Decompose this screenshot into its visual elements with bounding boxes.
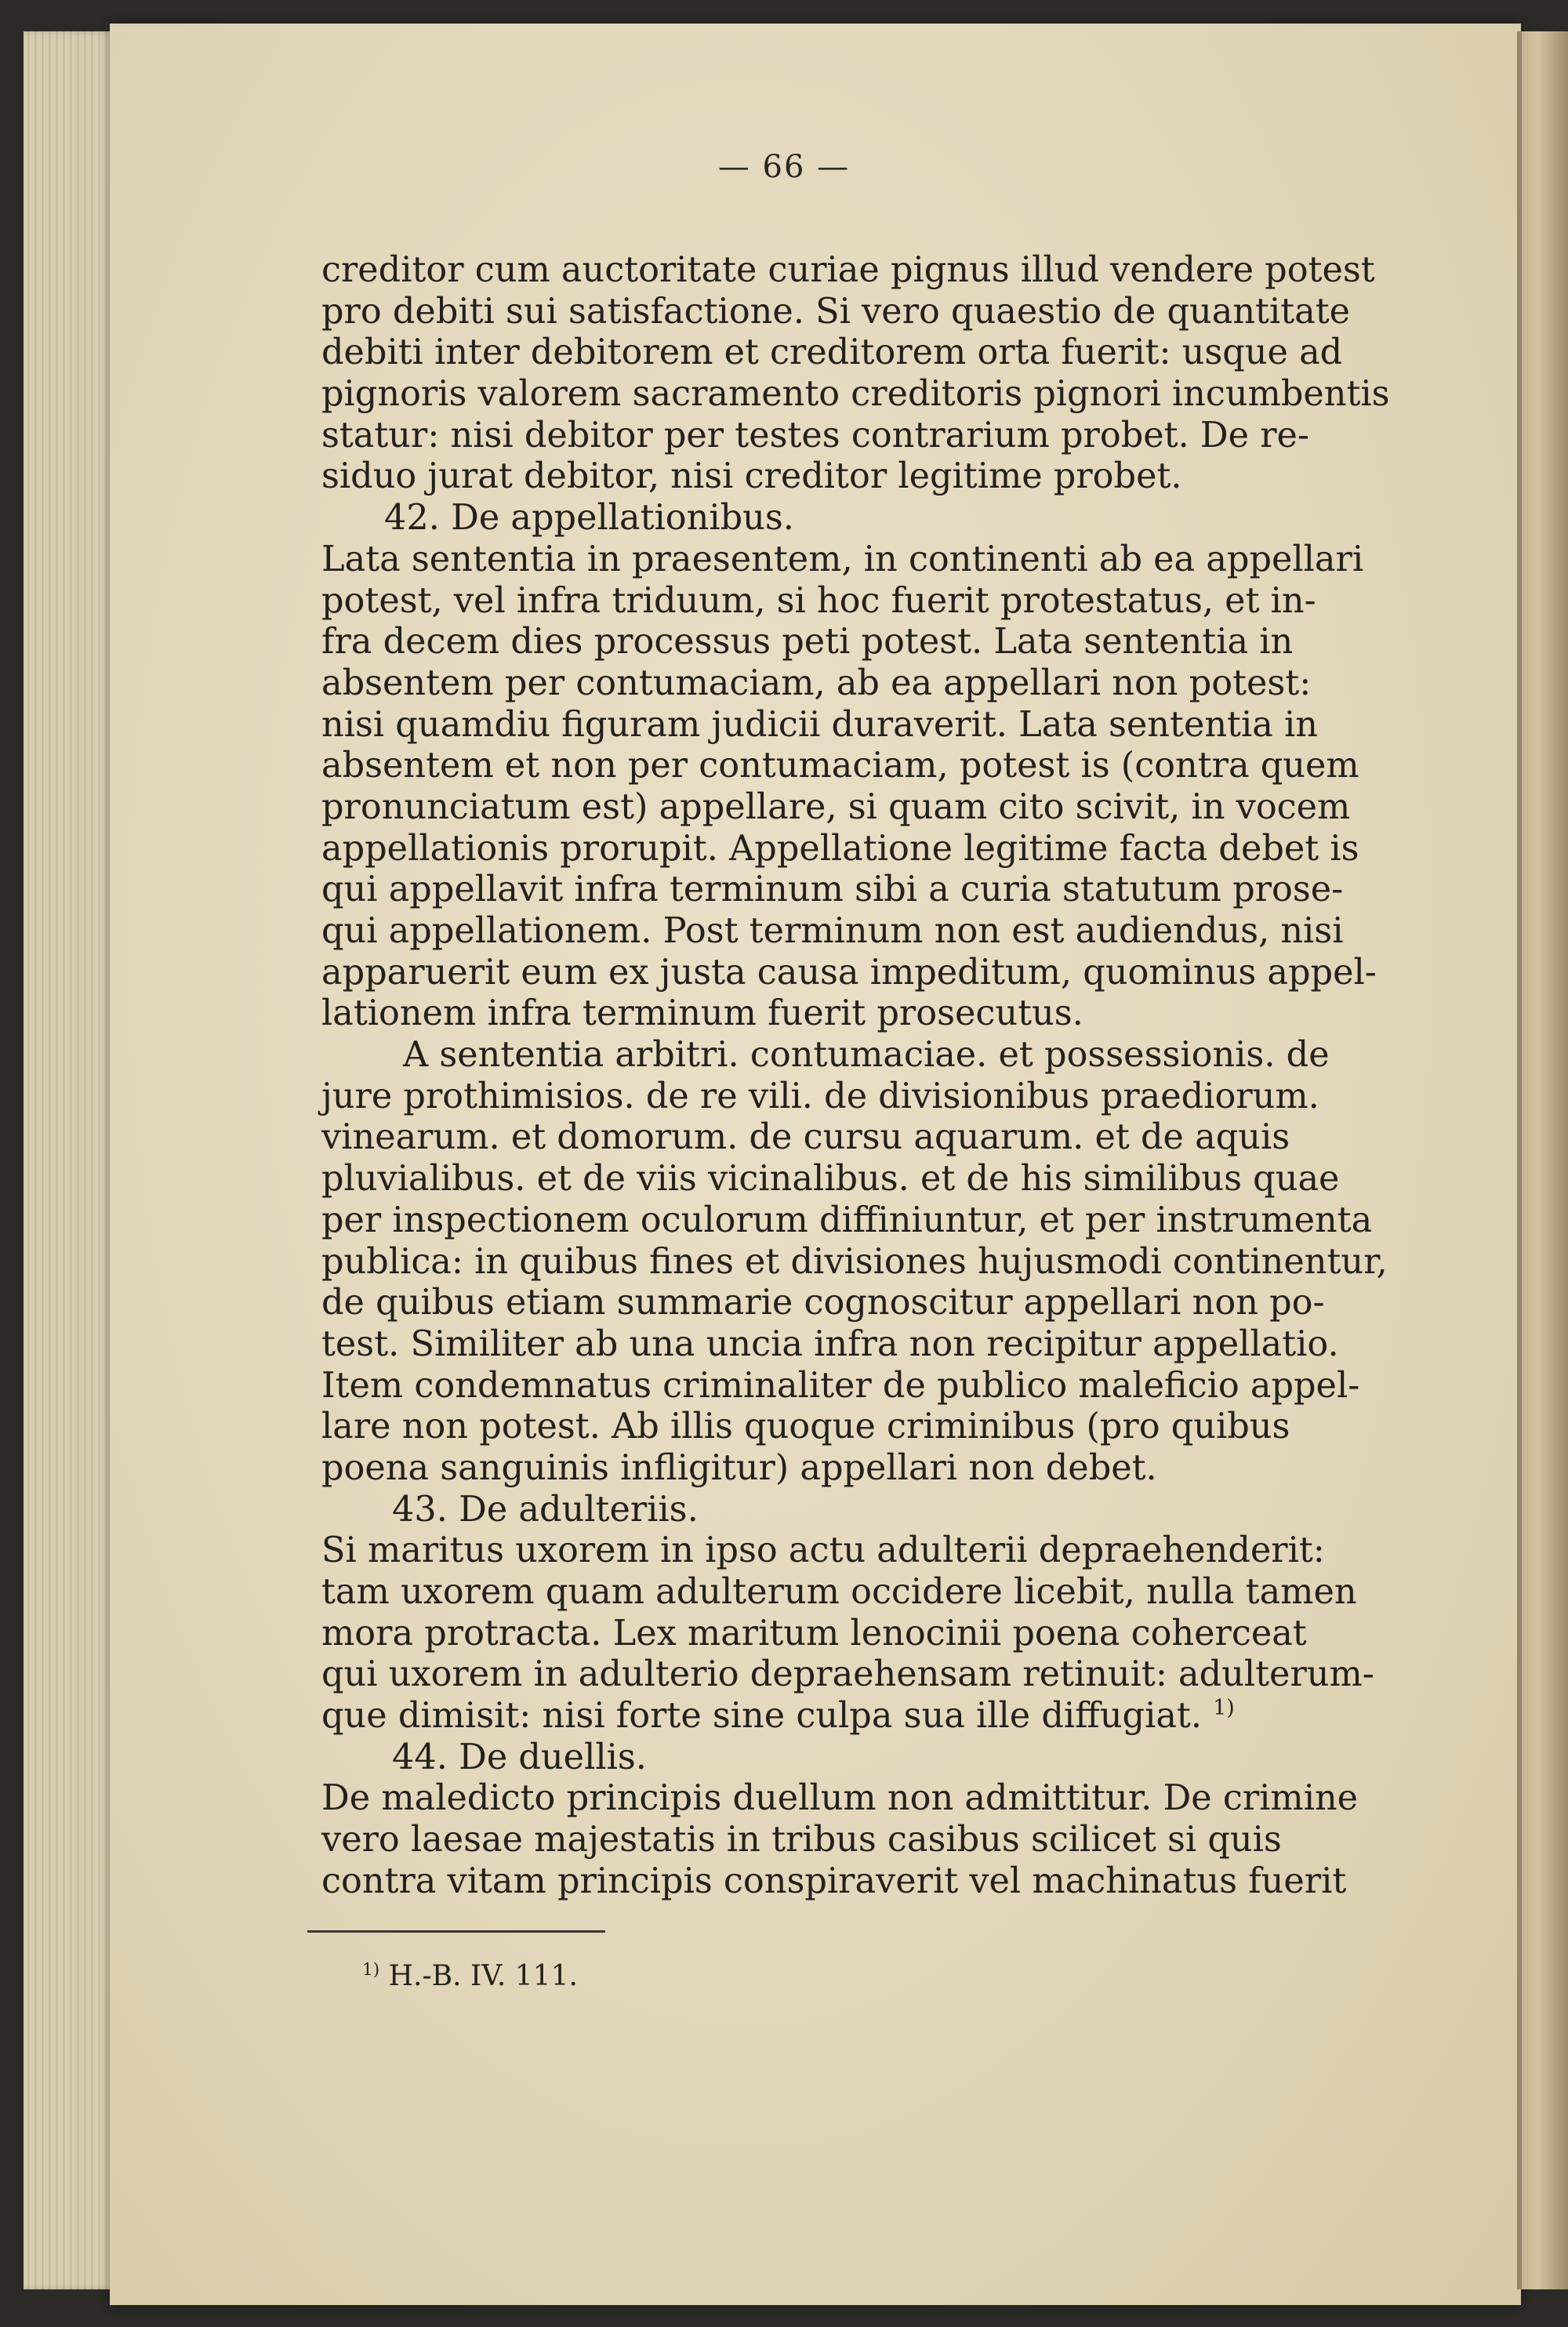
text-line: qui appellationem. Post terminum non est audiendus, nisi <box>321 910 1344 951</box>
section-heading-42: 42. De appellationibus. <box>384 497 794 539</box>
text-line: A sententia arbitri. contumaciae. et possessionis. de <box>403 1034 1330 1076</box>
text-line: publica: in quibus fines et divisiones hujusmodi continentur, <box>321 1240 1388 1282</box>
text-line: jure prothimisios. de re vili. de divisionibus praediorum. <box>321 1075 1319 1116</box>
text-line: creditor cum auctoritate curiae pignus illud vendere potest <box>321 249 1375 290</box>
text-line: pro debiti sui satisfactione. Si vero quaestio de quantitate <box>321 290 1351 332</box>
text-line: lationem infra terminum fuerit prosecutus. <box>321 993 1083 1034</box>
text-line: test. Similiter ab una uncia infra non recipitur appellatio. <box>321 1323 1339 1364</box>
footnote-reference: 1) <box>1213 1696 1235 1721</box>
page-number: — 66 — <box>717 149 851 185</box>
next-leaf-edge <box>1517 31 1568 2289</box>
body-text <box>321 249 1388 1902</box>
text-line: potest, vel infra triduum, si hoc fuerit protestatus, et in- <box>321 579 1316 621</box>
text-line: appellationis prorupit. Appellatione legitime facta debet is <box>321 827 1359 869</box>
text-line: lare non potest. Ab illis quoque criminibus (pro quibus <box>321 1406 1290 1447</box>
section-heading-43: 43. De adulteriis. <box>392 1488 699 1530</box>
text-line: poena sanguinis infligitur) appellari non debet. <box>321 1447 1157 1488</box>
text-line: qui uxorem in adulterio depraehensam retinuit: adulterum- <box>321 1654 1374 1695</box>
text-line: vero laesae majestatis in tribus casibus scilicet si quis <box>321 1819 1282 1861</box>
text-line: de quibus etiam summarie cognoscitur appellari non po- <box>321 1282 1325 1323</box>
footnote-marker: 1) <box>362 1960 380 1980</box>
page-edges <box>24 31 118 2289</box>
text-line: absentem per contumaciam, ab ea appellari non potest: <box>321 662 1312 703</box>
footnote-divider <box>307 1930 605 1933</box>
text-line: fra decem dies processus peti potest. Lata sententia in <box>321 621 1294 663</box>
text-line: pignoris valorem sacramento creditoris pignori incumbentis <box>321 373 1390 415</box>
text-line: absentem et non per contumaciam, potest is (contra quem <box>321 745 1359 786</box>
text-line: apparuerit eum ex justa causa impeditum, quominus appel- <box>321 951 1377 993</box>
text-line: vinearum. et domorum. de cursu aquarum. et de aquis <box>321 1116 1290 1158</box>
text-line: nisi quamdiu figuram judicii duraverit. Lata sententia in <box>321 703 1318 745</box>
text-line: tam uxorem quam adulterum occidere licebit, nulla tamen <box>321 1571 1357 1612</box>
text-line-with-footnote <box>321 1695 1388 1737</box>
text-line: debiti inter debitorem et creditorem orta fuerit: usque ad <box>321 332 1343 373</box>
text-line: statur: nisi debitor per testes contrarium probet. De re- <box>321 414 1309 456</box>
footnote <box>362 1960 578 1992</box>
text-line: siduo jurat debitor, nisi creditor legitime probet. <box>321 456 1182 497</box>
text-line: pluvialibus. et de viis vicinalibus. et de his similibus quae <box>321 1158 1340 1200</box>
text-line: Si maritus uxorem in ipso actu adulterii depraehenderit: <box>321 1530 1325 1571</box>
text-line: contra vitam principis conspiraverit vel machinatus fuerit <box>321 1860 1347 1901</box>
text-line: pronunciatum est) appellare, si quam cito scivit, in vocem <box>321 786 1351 827</box>
text-line: mora protracta. Lex maritum lenocinii poena coherceat <box>321 1612 1307 1654</box>
text-line: per inspectionem oculorum diffiniuntur, et per instrumenta <box>321 1199 1373 1240</box>
text-line: que dimisit: nisi forte sine culpa sua ille diffugiat. <box>321 1695 1203 1737</box>
section-heading-44: 44. De duellis. <box>392 1736 647 1777</box>
text-line: De maledicto principis duellum non admittitur. De crimine <box>321 1777 1359 1819</box>
footnote-text: H.-B. IV. 111. <box>388 1960 578 1992</box>
text-line: qui appellavit infra terminum sibi a curia statutum prose- <box>321 869 1344 910</box>
text-line: Item condemnatus criminaliter de publico maleficio appel- <box>321 1364 1360 1406</box>
text-line: Lata sententia in praesentem, in continenti ab ea appellari <box>321 538 1364 579</box>
